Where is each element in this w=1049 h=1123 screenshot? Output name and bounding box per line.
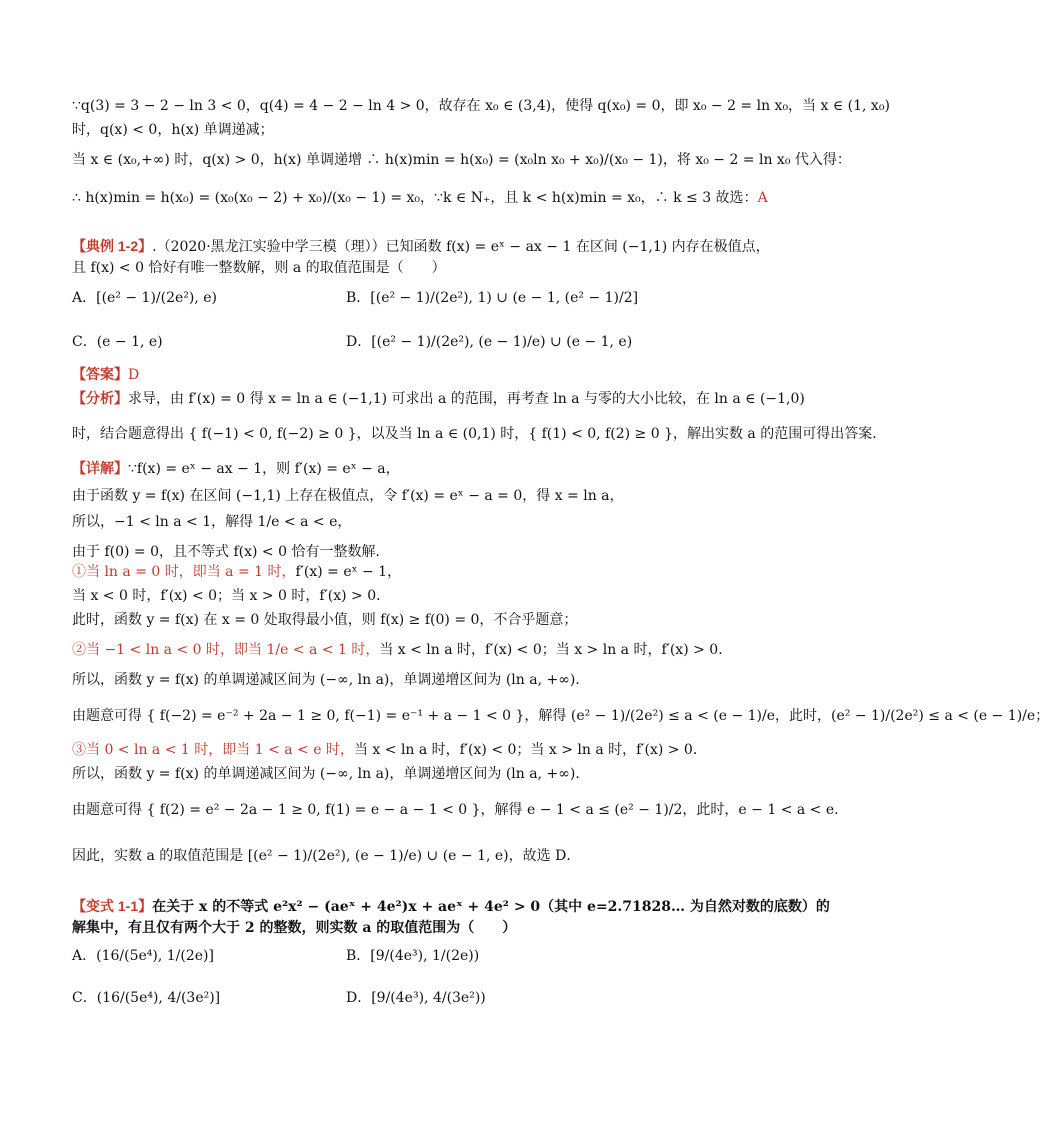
analysis-line-2: 时，结合题意得出 { f(−1) < 0, f(−2) ≥ 0 }，以及当 ln a ∈ (0,1) 时，{ f(1) < 0, f(2) ≥ 0 }，解出实数 a 的范围可得出答案．: [72, 426, 887, 442]
analysis-tag: 【分析】: [72, 390, 128, 406]
prev-solution-line-1: ∵q(3) = 3 − 2 − ln 3 < 0，q(4) = 4 − 2 − ln 4 > 0，故存在 x₀ ∈ (3,4)，使得 q(x₀) = 0，即 x₀ − 2 = ln x₀，当 x ∈ (1, x₀): [72, 98, 890, 114]
case-1-line-1: [72, 562, 754, 582]
detail-line-1: [72, 458, 754, 479]
conclusion-line: 因此，实数 a 的取值范围是 [(e² − 1)/(2e²), (e − 1)/e) ∪ (e − 1, e)，故选 D．: [72, 848, 581, 864]
variant-stem-line-2: 解集中，有且仅有两个大于 2 的整数，则实数 a 的取值范围为（ ）: [72, 920, 517, 936]
variant-stem-line-1: [72, 896, 830, 917]
case-3-line-3: 由题意可得 { f(2) = e² − 2a − 1 ≥ 0, f(1) = e − a − 1 < 0 }，解得 e − 1 < a ≤ (e² − 1)/2，此时，e − 1 < a < e．: [72, 802, 849, 818]
case-2-tail: 当 x < ln a 时，f′(x) < 0；当 x > ln a 时，f′(x) > 0．: [379, 642, 733, 658]
case-3-tail: 当 x < ln a 时，f′(x) < 0；当 x > ln a 时，f′(x) > 0．: [353, 742, 707, 758]
case-3-line-1: [72, 740, 754, 760]
case-2-head: ②当 −1 < ln a < 0 时，即当 1/e < a < 1 时，: [72, 642, 380, 658]
example-option-c: C．(e − 1, e): [72, 334, 163, 350]
example-option-a: A．[(e² − 1)/(2e²), e): [72, 290, 218, 306]
case-1-head: ①当 ln a = 0 时，即当 a = 1 时，: [72, 564, 296, 580]
case-3-line-2: 所以，函数 y = f(x) 的单调递减区间为 (−∞, ln a)，单调递增区间为 (ln a, +∞)．: [72, 766, 590, 782]
detail-text-1: ∵f(x) = eˣ − ax − 1，则 f′(x) = eˣ − a，: [128, 461, 400, 477]
example-option-b: B．[(e² − 1)/(2e²), 1) ∪ (e − 1, (e² − 1)/2]: [346, 290, 639, 306]
prev-solution-line-3: 当 x ∈ (x₀,+∞) 时，q(x) > 0，h(x) 单调递增 ∴ h(x)min = h(x₀) = (x₀ln x₀ + x₀)/(x₀ − 1)，将 x₀ − 2 = ln x₀ 代入得：: [72, 152, 851, 168]
example-stem-1: .（2020·黑龙江实验中学三模（理））已知函数 f(x) = eˣ − ax − 1 在区间 (−1,1) 内存在极值点，: [152, 239, 770, 255]
case-3-head: ③当 0 < ln a < 1 时，即当 1 < a < e 时，: [72, 742, 354, 758]
case-2-line-3: 由题意可得 { f(−2) = e⁻² + 2a − 1 ≥ 0, f(−1) = e⁻¹ + a − 1 < 0 }，解得 (e² − 1)/(2e²) ≤ a < (e − 1)/e，此时，(e² − 1)/(2e²) ≤ a < (e − 1)/e；: [72, 708, 1049, 724]
case-2-line-2: 所以，函数 y = f(x) 的单调递减区间为 (−∞, ln a)，单调递增区间为 (ln a, +∞)．: [72, 672, 590, 688]
analysis-line-1: [72, 388, 805, 409]
detail-line-2: 由于函数 y = f(x) 在区间 (−1,1) 上存在极值点，令 f′(x) = eˣ − a = 0，得 x = ln a，: [72, 488, 624, 504]
case-2-line-1: [72, 640, 754, 660]
example-tag: 【典例 1-2】: [72, 238, 153, 254]
prev-solution-line-4: [72, 188, 768, 208]
answer-tag: 【答案】: [72, 366, 128, 382]
answer-line: [72, 364, 754, 385]
prev-solution-choice: A: [757, 190, 768, 206]
detail-line-3: 所以，−1 < ln a < 1，解得 1/e < a < e，: [72, 514, 352, 530]
variant-tag: 【变式 1-1】: [72, 898, 153, 914]
detail-tag: 【详解】: [72, 460, 128, 476]
example-stem-line-1: [72, 236, 770, 257]
case-1-tail: f′(x) = eˣ − 1，: [295, 564, 402, 580]
prev-solution-line-2: 时，q(x) < 0，h(x) 单调递减；: [72, 122, 274, 138]
prev-solution-text: ∴ h(x)min = h(x₀) = (x₀(x₀ − 2) + x₀)/(x₀ − 1) = x₀，∵k ∈ N₊，且 k < h(x)min = x₀，∴ k ≤ 3 故选：: [72, 190, 758, 206]
variant-option-d: D．[9/(4e³), 4/(3e²)): [346, 990, 486, 1006]
answer-value: D: [128, 367, 140, 383]
example-stem-line-2: 且 f(x) < 0 恰好有唯一整数解，则 a 的取值范围是（ ）: [72, 260, 446, 276]
case-1-line-3: 此时，函数 y = f(x) 在 x = 0 处取得最小值，则 f(x) ≥ f(0) = 0，不合乎题意；: [72, 612, 578, 628]
detail-line-4: 由于 f(0) = 0，且不等式 f(x) < 0 恰有一整数解．: [72, 544, 390, 560]
example-option-d: D．[(e² − 1)/(2e²), (e − 1)/e) ∪ (e − 1, e): [346, 334, 633, 350]
variant-stem-1: 在关于 x 的不等式 e²x² − (aeˣ + 4e²)x + aeˣ + 4e² > 0（其中 e=2.71828… 为自然对数的底数）的: [152, 899, 830, 915]
analysis-text-1: 求导，由 f′(x) = 0 得 x = ln a ∈ (−1,1) 可求出 a 的范围，再考查 ln a 与零的大小比较，在 ln a ∈ (−1,0): [128, 391, 805, 407]
variant-option-c: C．(16/(5e⁴), 4/(3e²)]: [72, 990, 221, 1006]
case-1-line-2: 当 x < 0 时，f′(x) < 0；当 x > 0 时，f′(x) > 0．: [72, 588, 391, 604]
variant-option-a: A．(16/(5e⁴), 1/(2e)]: [72, 948, 214, 964]
variant-option-b: B．[9/(4e³), 1/(2e)): [346, 948, 480, 964]
